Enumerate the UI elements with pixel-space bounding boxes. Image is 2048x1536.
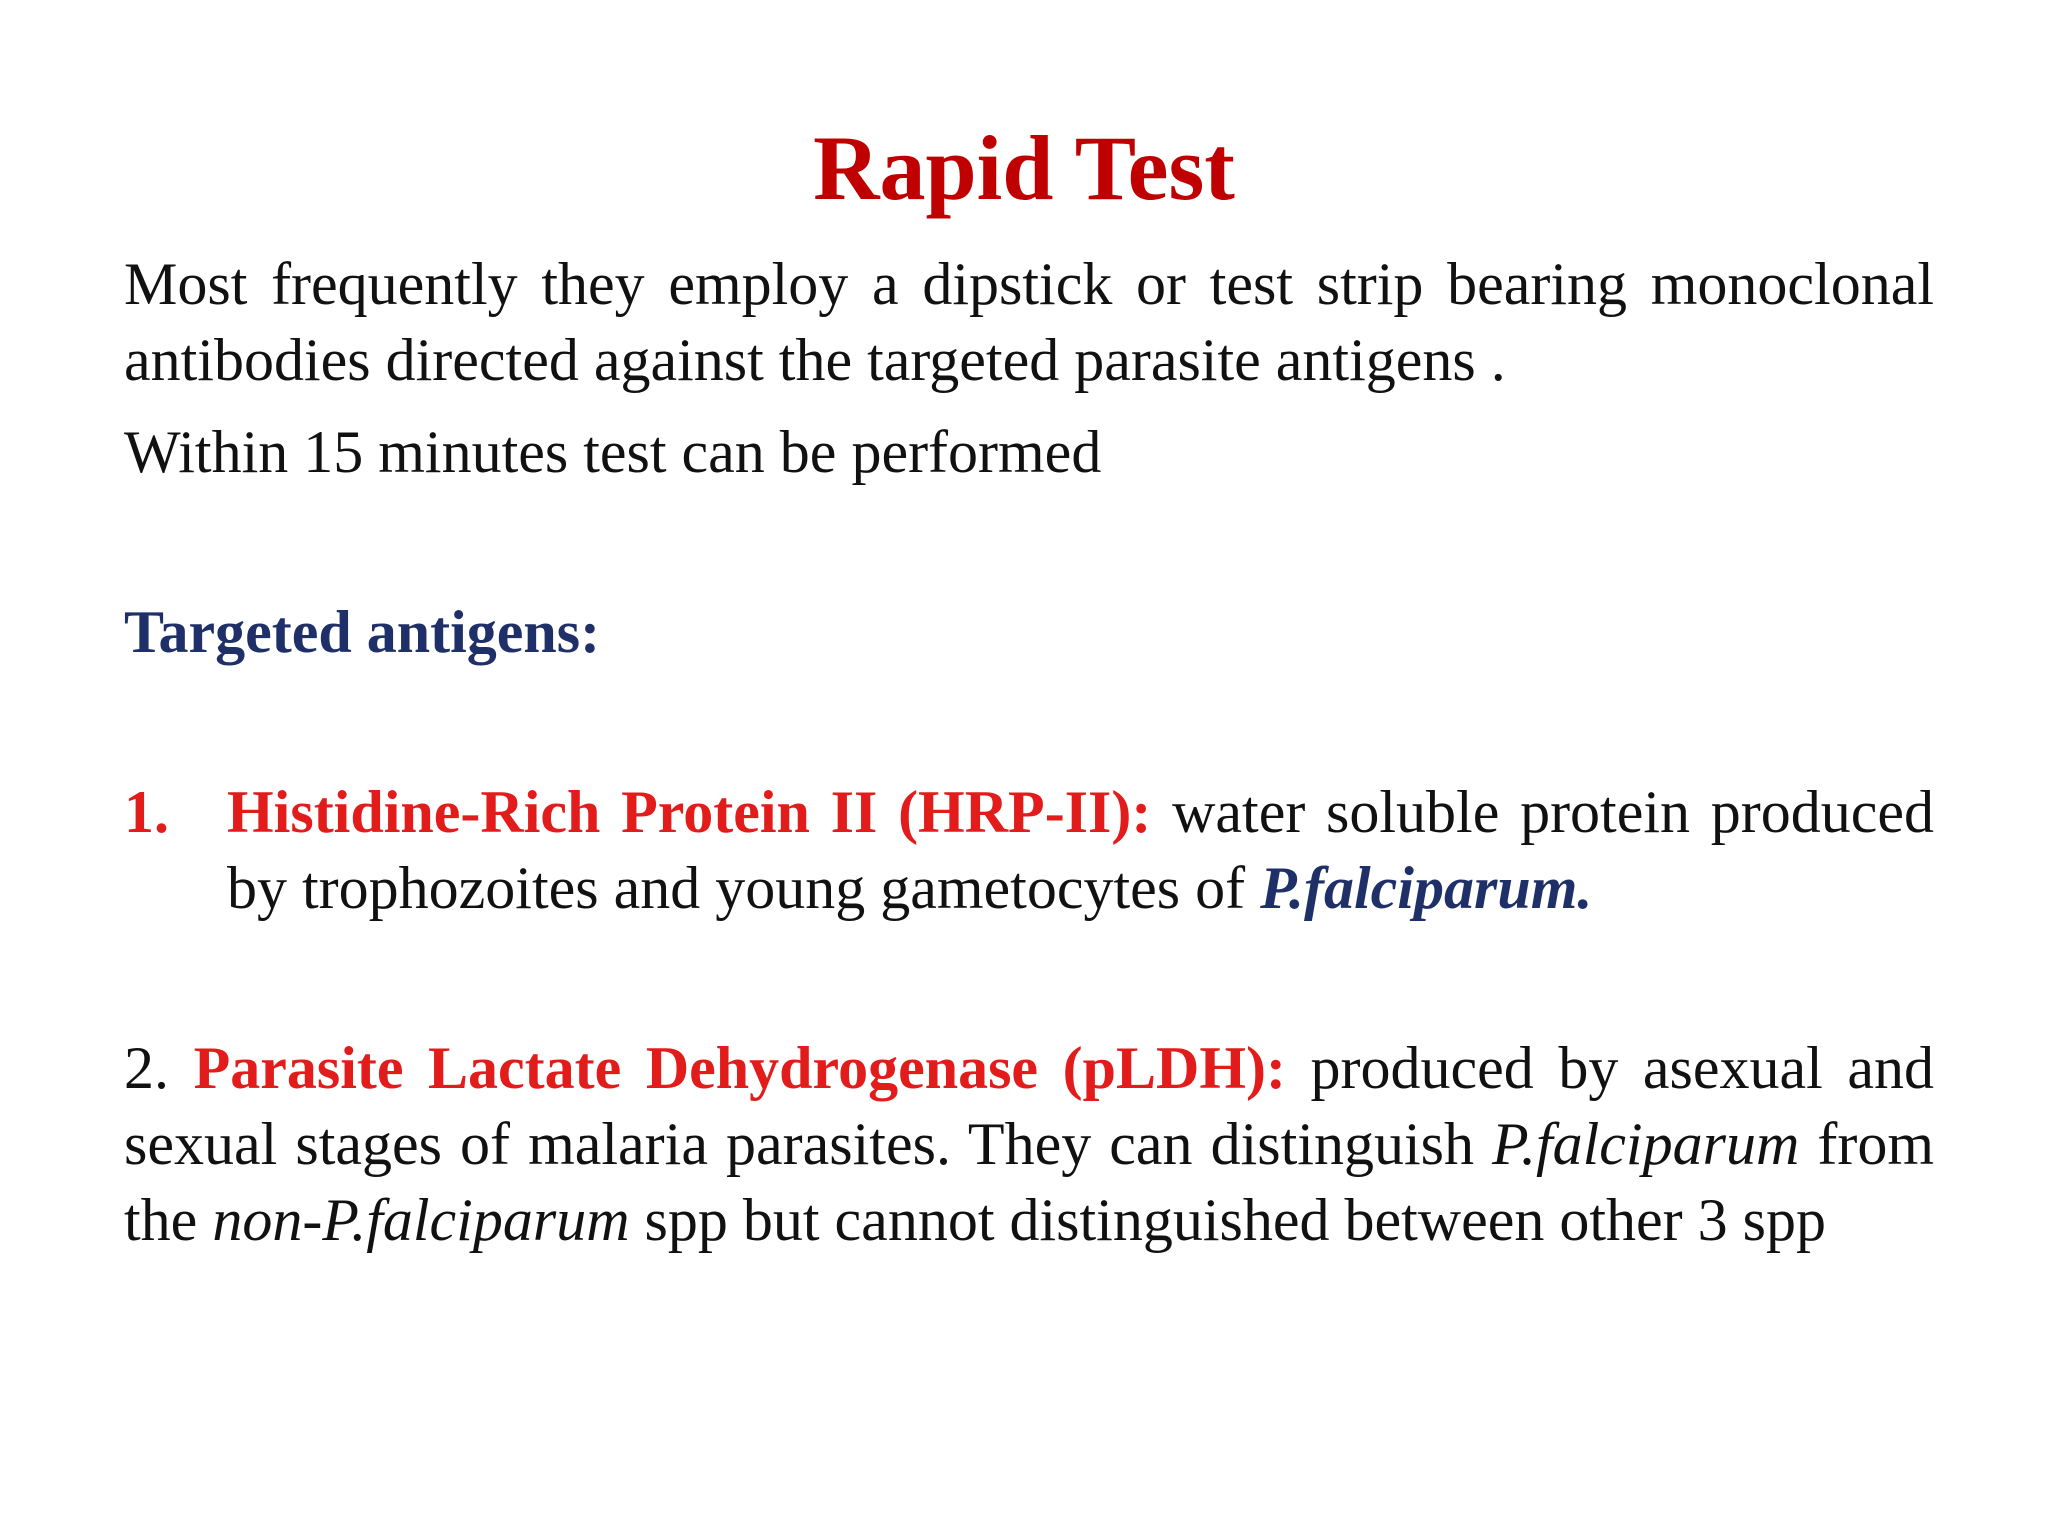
antigen-description: water soluble protein produced by trophozoites and young gametocytes of: [227, 779, 1934, 921]
antigen-term: Parasite Lactate Dehydrogenase (pLDH):: [193, 1035, 1286, 1101]
antigen-description: produced by asexual and sexual stages of malaria parasites. They can distinguish: [124, 1035, 1934, 1177]
antigen-item-hrp2: [124, 774, 1934, 926]
species-name-non: non-P.falciparum: [212, 1187, 630, 1253]
slide-title: Rapid Test: [813, 117, 1235, 219]
intro-paragraph: Most frequently they employ a dipstick or test strip bearing monoclonal antibodies directed against the targeted parasite antigens .: [124, 251, 1934, 393]
species-name: P.falciparum.: [1260, 855, 1593, 921]
antigen-term: Histidine-Rich Protein II (HRP-II):: [227, 779, 1152, 845]
item-body: [227, 774, 1934, 926]
species-name: P.falciparum: [1492, 1111, 1800, 1177]
item-number: 2.: [124, 1035, 194, 1101]
antigen-description-cont: from the: [124, 1111, 1934, 1253]
antigen-description-end: spp but cannot distinguished between other 3 spp: [629, 1187, 1827, 1253]
antigen-item-pldh: [124, 1030, 1934, 1258]
item-number: 1.: [124, 779, 169, 845]
targeted-antigens-heading: Targeted antigens:: [124, 599, 601, 665]
timing-paragraph: Within 15 minutes test can be performed: [124, 419, 1102, 485]
